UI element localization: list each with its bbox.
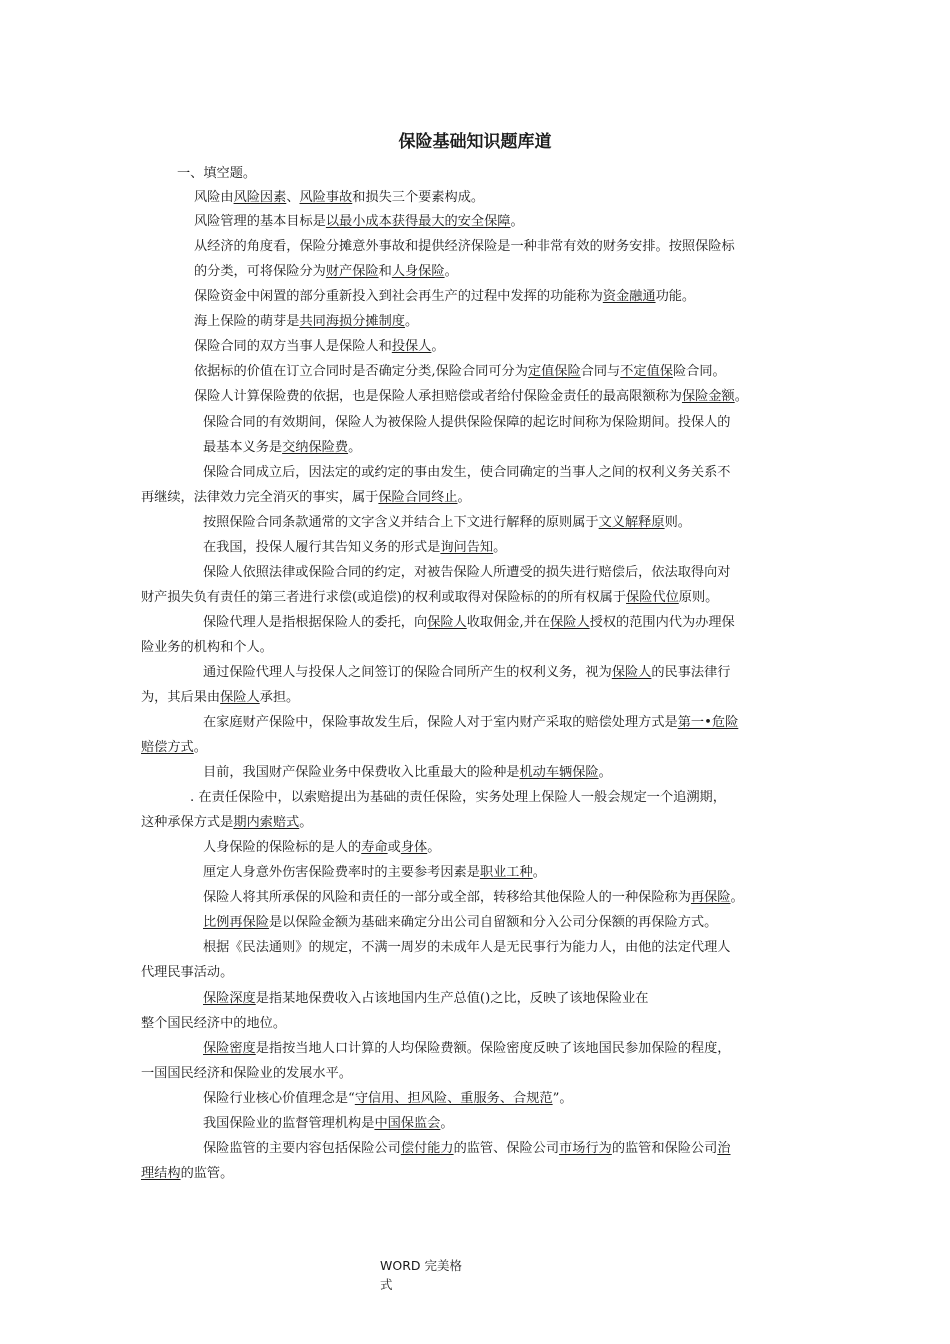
text-line [203,939,731,957]
underlined-answer: 期内索赔式 [233,815,300,830]
text-segment: 承担。 [259,690,300,705]
text-segment: 和损失三个要素构成。 [352,190,485,205]
text-segment: 合同与 [580,364,621,379]
text-line [141,739,207,757]
text-segment: 。 [457,490,471,505]
underlined-answer: 交纳保险费 [282,440,349,455]
text-segment: 目前，我国财产保险业务中保费收入比重最大的险种是 [203,765,520,780]
text-line [203,864,546,882]
text-segment: 。 [598,765,612,780]
text-segment: 。 [427,840,441,855]
underlined-answer: 询问告知 [440,540,494,555]
text-segment: 风险由 [194,190,234,205]
text-segment: 。 [440,1116,454,1131]
underlined-answer: 文义解释原 [598,515,665,530]
text-line [141,689,299,707]
text-segment: 的监管和保险公司 [611,1141,718,1156]
text-segment: 是指按当地人口计算的人均保险费额。保险密度反映了该地国民参加保险的程度， [255,1041,731,1056]
text-line [194,313,418,331]
text-line [203,514,691,532]
text-segment: 。 [405,314,419,329]
text-line [141,964,233,982]
text-line [203,714,738,732]
text-line [203,664,731,682]
text-line [141,639,273,657]
text-segment: 。 [431,339,445,354]
text-segment: 按照保险合同条款通常的文字含义并结合上下文进行解释的原则属于 [203,515,599,530]
text-line [203,990,648,1008]
text-segment: 再继续，法律效力完全消灭的事实，属于 [141,490,379,505]
text-line [194,189,484,207]
text-segment: 在我国，投保人履行其告知义务的形式是 [203,540,441,555]
text-segment: 人身保险的保险标的是人的 [203,840,362,855]
underlined-answer: 再保险 [690,890,731,905]
text-segment: 。 [193,740,207,755]
text-segment: 厘定人身意外伤害保险费率时的主要参考因素是 [203,865,480,880]
text-line [141,1065,352,1083]
text-segment: 海上保险的萌芽是 [194,314,300,329]
underlined-answer: 第一•危险 [677,715,739,730]
text-line [194,238,735,256]
text-line [203,1090,573,1108]
text-segment: 保险人依照法律或保险合同的约定，对被告保险人所遭受的损失进行赔偿后，依法取得向对 [203,565,731,580]
text-line [203,564,731,582]
underlined-answer: 不定值保 [620,364,673,379]
underlined-answer: 治 [717,1141,731,1156]
footer [380,1256,462,1294]
text-segment: 的分类，可将保险分为 [194,264,326,279]
underlined-answer: 市场行为 [559,1141,612,1156]
text-segment: . 在责任保险中，以索赔提出为基础的责任保险，实务处理上保险人一般会规定一个追溯期， [190,790,726,805]
text-line [141,589,718,607]
underlined-answer: 保险人 [427,615,467,630]
text-segment: 是指某地保费收入占该地国内生产总值()之比，反映了该地保险业在 [255,991,649,1006]
text-segment: 则。 [664,515,691,530]
underlined-answer: 风险事故 [299,190,353,205]
text-line [203,539,506,557]
text-line [190,789,726,807]
text-segment: 、 [286,190,300,205]
text-line [194,263,458,281]
text-segment: 保险人将其所承保的风险和责任的一部分或全部，转移给其他保险人的一种保险称为 [203,890,691,905]
text-segment: 的监管、保险公司 [453,1141,560,1156]
text-segment: 依据标的价值在订立合同时是否确定分类,保险合同可分为 [194,364,528,379]
footer-line-1: WORD 完美格 [380,1258,462,1273]
underlined-answer: 风险因素 [233,190,287,205]
underlined-answer: 资金融通 [602,289,656,304]
text-segment: 为，其后果由 [141,690,221,705]
text-line [203,764,612,782]
underlined-answer: 机动车辆保险 [519,765,599,780]
text-segment: 和 [378,264,392,279]
text-line [141,1015,286,1033]
underlined-answer: 保险代位 [626,590,679,605]
text-segment: 授权的范围内代为办理保 [589,615,735,630]
text-segment: 保险资金中闲置的部分重新投入到社会再生产的过程中发挥的功能称为 [194,289,603,304]
underlined-answer: 偿付能力 [400,1141,454,1156]
text-line [194,213,524,231]
text-segment: 。 [730,890,744,905]
underlined-answer: 定值保险 [527,364,581,379]
text-line [194,363,726,381]
text-segment: 风险管理的基本目标是 [194,214,326,229]
text-segment: 保险监管的主要内容包括保险公司 [203,1141,401,1156]
text-segment: 财产损失负有责任的第三者进行求偿(或追偿)的权利或取得对保险标的的所有权属于 [141,590,627,605]
text-line [203,1115,454,1133]
text-segment: 。 [734,389,748,404]
underlined-answer: 保险金额 [681,389,735,404]
text-segment: 我国保险业的监督管理机构是 [203,1116,375,1131]
text-segment: 这种承保方式是 [141,815,234,830]
text-segment: 保险合同成立后，因法定的或约定的事由发生，使合同确定的当事人之间的权利义务关系不 [203,465,731,480]
underlined-answer: 保险深度 [203,991,256,1006]
underlined-answer: 守信用、担风险、重服务、合规范 [354,1091,553,1106]
text-line [203,889,744,907]
underlined-answer: 保险合同终止 [378,490,458,505]
text-line [194,288,695,306]
underlined-answer: 理结构 [141,1166,181,1181]
text-segment: 保险行业核心价值理念是“ [203,1091,355,1106]
text-line [203,1140,731,1158]
text-segment: 是以保险金额为基础来确定分出公司自留额和分入公司分保额的再保险方式。 [268,915,718,930]
underlined-answer: 寿命 [361,840,388,855]
underlined-answer: 保险人 [611,665,652,680]
underlined-answer: 投保人 [391,339,432,354]
text-segment: 。 [532,865,546,880]
text-line [203,839,440,857]
text-segment: 保险合同的双方当事人是保险人和 [194,339,392,354]
text-segment: 。 [348,440,362,455]
section-heading: 一、填空题。 [177,166,257,181]
text-segment: 的监管。 [180,1166,234,1181]
document-title: 保险基础知识题库道 [398,132,552,152]
text-line [203,914,717,932]
underlined-answer: 赔偿方式 [141,740,194,755]
underlined-answer: 以最小成本获得最大的安全保障 [325,214,511,229]
underlined-answer: 保险人 [220,690,260,705]
text-line [141,1165,233,1183]
text-line [203,414,731,432]
underlined-answer: 职业工种 [479,865,533,880]
text-line [141,814,312,832]
text-segment: 保险人计算保险费的依据，也是保险人承担赔偿或者给付保险金责任的最高限额称为 [194,389,682,404]
underlined-answer: 人身保险 [391,264,445,279]
text-segment: 在家庭财产保险中，保险事故发生后，保险人对于室内财产采取的赔偿处理方式是 [203,715,678,730]
text-segment: 根据《民法通则》的规定，不满一周岁的未成年人是无民事行为能力人，由他的法定代理人 [203,940,731,955]
text-segment: 收取佣金,并在 [466,615,551,630]
underlined-answer: 比例再保险 [203,915,269,930]
text-segment: 或 [387,840,401,855]
text-line [194,338,445,356]
text-line [203,464,731,482]
text-segment: 保险代理人是指根据保险人的委托，向 [203,615,428,630]
text-segment: 。 [493,540,507,555]
text-line [203,614,735,632]
text-segment: 。 [444,264,458,279]
text-segment: 最基本义务是 [203,440,283,455]
text-segment: 保险合同的有效期间，保险人为被保险人提供保险保障的起讫时间称为保险期间。投保人的 [203,415,731,430]
text-segment: 功能。 [655,289,696,304]
underlined-answer: 保险密度 [203,1041,256,1056]
text-line [141,489,471,507]
underlined-answer: 共同海损分摊制度 [299,314,405,329]
underlined-answer: 财产保险 [325,264,379,279]
text-segment: 通过保险代理人与投保人之间签订的保险合同所产生的权利义务，视为 [203,665,612,680]
text-segment: 的民事法律行 [651,665,731,680]
text-segment: ”。 [552,1091,573,1106]
text-segment: 整个国民经济中的地位。 [141,1016,287,1031]
underlined-answer: 身体 [400,840,428,855]
text-line [203,439,361,457]
text-segment: 。 [510,214,524,229]
text-segment: 原则。 [678,590,719,605]
text-segment: 。 [299,815,313,830]
text-segment: 险合同。 [672,364,726,379]
text-line [194,388,748,406]
underlined-answer: 中国保监会 [374,1116,441,1131]
text-segment: 从经济的角度看，保险分摊意外事故和提供经济保险是一种非常有效的财务安排。按照保险标 [194,239,735,254]
text-line [203,1040,731,1058]
text-segment: 一国国民经济和保险业的发展水平。 [141,1066,352,1081]
text-segment: 险业务的机构和个人。 [141,640,273,655]
text-segment: 代理民事活动。 [141,965,234,980]
underlined-answer: 保险人 [550,615,590,630]
footer-line-2: 式 [380,1277,393,1292]
